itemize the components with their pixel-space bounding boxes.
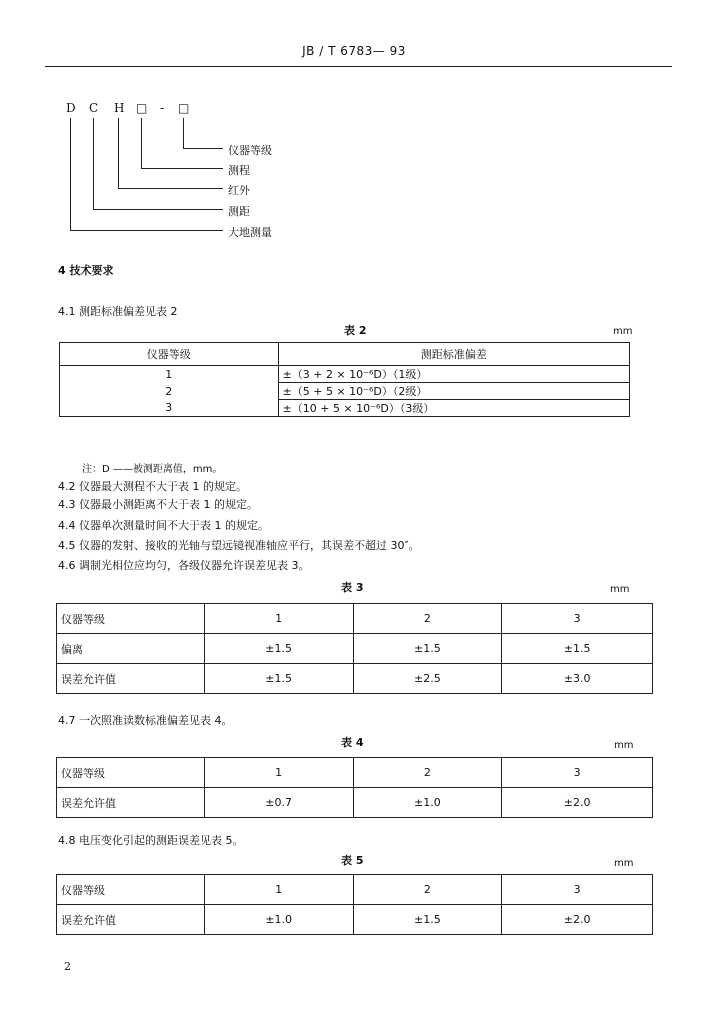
legend-distance-measuring: 测距 bbox=[228, 205, 250, 218]
table-cell: ±1.5 bbox=[204, 664, 353, 694]
table2-unit: mm bbox=[613, 326, 633, 337]
table-cell: 3 bbox=[502, 758, 653, 788]
table-cell: 误差允许值 bbox=[57, 905, 205, 935]
clause-4-8: 4.8 电压变化引起的测距误差见表 5。 bbox=[58, 834, 244, 847]
table-cell: 偏离 bbox=[57, 634, 205, 664]
table-row bbox=[57, 664, 653, 694]
table-header-row bbox=[60, 343, 630, 366]
table-row bbox=[57, 788, 653, 818]
legend-measuring-range: 测程 bbox=[228, 164, 250, 177]
table-cell: ±3.0 bbox=[502, 664, 653, 694]
table-cell: ±1.5 bbox=[502, 634, 653, 664]
table-cell: ±2.0 bbox=[502, 788, 653, 818]
table-cell: ±2.5 bbox=[353, 664, 502, 694]
table-cell: ±1.5 bbox=[204, 634, 353, 664]
table-cell: ±（5 + 5 × 10⁻⁶D）（2级） bbox=[278, 383, 629, 400]
table3-unit: mm bbox=[610, 584, 630, 595]
clause-4-6: 4.6 调制光相位应均匀，各级仪器允许误差见表 3。 bbox=[58, 559, 310, 572]
code-dash: - bbox=[160, 101, 165, 115]
table-cell: 1 bbox=[204, 875, 353, 905]
legend-geodetic-survey: 大地测量 bbox=[228, 226, 272, 239]
table-cell: 2 bbox=[353, 875, 502, 905]
table3-caption: 表 3 bbox=[341, 581, 364, 594]
clause-4-5: 4.5 仪器的发射、接收的光轴与望远镜视准轴应平行，其误差不超过 30″。 bbox=[58, 539, 420, 552]
legend-infrared: 红外 bbox=[228, 184, 250, 197]
code-box-range: □ bbox=[136, 101, 148, 115]
table-cell: 2 bbox=[60, 383, 279, 400]
table-row bbox=[60, 366, 630, 383]
table-cell: ±2.0 bbox=[502, 905, 653, 935]
table-cell: ±1.0 bbox=[204, 905, 353, 935]
table2-caption: 表 2 bbox=[344, 324, 367, 337]
table2-header-deviation: 测距标准偏差 bbox=[278, 343, 629, 366]
clause-4-1: 4.1 测距标准偏差见表 2 bbox=[58, 305, 178, 318]
table-cell: ±1.5 bbox=[353, 634, 502, 664]
table-row bbox=[57, 758, 653, 788]
table-cell: 2 bbox=[353, 604, 502, 634]
table-cell: 仪器等级 bbox=[57, 758, 205, 788]
code-letter-d: D bbox=[66, 101, 76, 115]
table-cell: ±（10 + 5 × 10⁻⁶D）（3级） bbox=[278, 400, 629, 417]
table-cell: 1 bbox=[204, 758, 353, 788]
table2 bbox=[59, 342, 630, 417]
code-box-grade: □ bbox=[178, 101, 190, 115]
table-cell: ±1.0 bbox=[353, 788, 502, 818]
table-row bbox=[57, 905, 653, 935]
table-row bbox=[60, 400, 630, 417]
clause-4-7: 4.7 一次照准读数标准偏差见表 4。 bbox=[58, 714, 233, 727]
table-cell: 3 bbox=[502, 604, 653, 634]
clause-4-2: 4.2 仪器最大测程不大于表 1 的规定。 bbox=[58, 480, 247, 493]
table-row bbox=[60, 383, 630, 400]
document-number: JB / T 6783— 93 bbox=[302, 44, 406, 58]
legend-instrument-grade: 仪器等级 bbox=[228, 144, 272, 157]
table4 bbox=[56, 757, 653, 818]
table-row bbox=[57, 875, 653, 905]
table2-header-grade: 仪器等级 bbox=[60, 343, 279, 366]
table5 bbox=[56, 874, 653, 935]
table-cell: 仪器等级 bbox=[57, 875, 205, 905]
code-letter-h: H bbox=[114, 101, 125, 115]
table-cell: ±1.5 bbox=[353, 905, 502, 935]
page-number: 2 bbox=[64, 960, 71, 973]
clause-4-4: 4.4 仪器单次测量时间不大于表 1 的规定。 bbox=[58, 519, 269, 532]
table-cell: 1 bbox=[204, 604, 353, 634]
table-row bbox=[57, 604, 653, 634]
table-cell: ±0.7 bbox=[204, 788, 353, 818]
header-rule bbox=[45, 66, 672, 67]
table5-caption: 表 5 bbox=[341, 854, 364, 867]
table-cell: 3 bbox=[60, 400, 279, 417]
table-cell: 2 bbox=[353, 758, 502, 788]
table3 bbox=[56, 603, 653, 694]
table4-caption: 表 4 bbox=[341, 736, 364, 749]
table-cell: 误差允许值 bbox=[57, 664, 205, 694]
table-cell: 误差允许值 bbox=[57, 788, 205, 818]
table2-note: 注：D ——被测距离值，mm。 bbox=[82, 464, 223, 475]
table-cell: ±（3 + 2 × 10⁻⁶D）（1级） bbox=[278, 366, 629, 383]
table4-unit: mm bbox=[614, 740, 634, 751]
table-cell: 3 bbox=[502, 875, 653, 905]
table5-unit: mm bbox=[614, 858, 634, 869]
table-cell: 1 bbox=[60, 366, 279, 383]
code-letter-c: C bbox=[89, 101, 99, 115]
clause-4-3: 4.3 仪器最小测距离不大于表 1 的规定。 bbox=[58, 498, 258, 511]
table-cell: 仪器等级 bbox=[57, 604, 205, 634]
section-heading: 4 技术要求 bbox=[58, 264, 114, 277]
table-row bbox=[57, 634, 653, 664]
